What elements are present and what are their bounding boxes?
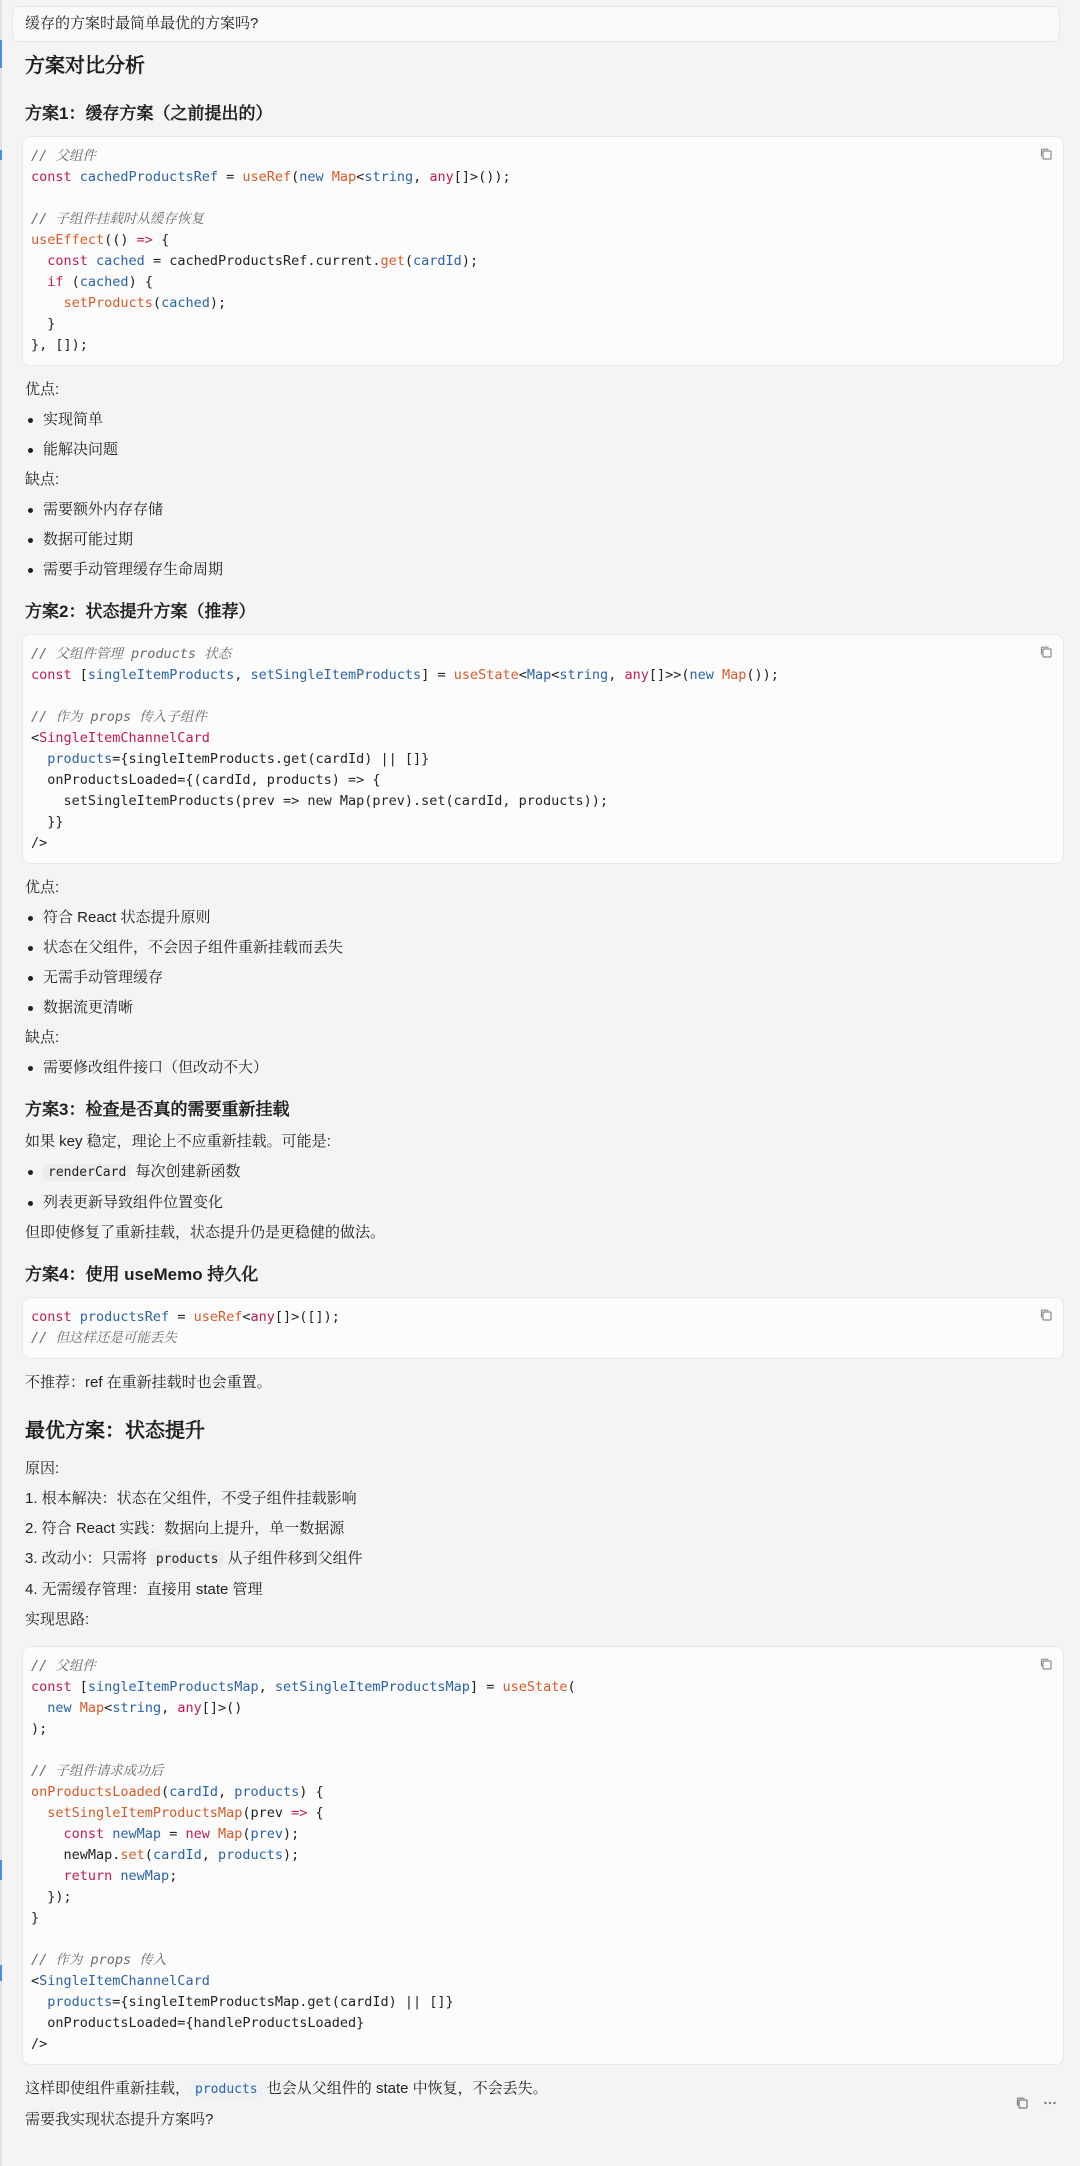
code-token: any — [429, 169, 454, 185]
code-token: []>()); — [453, 169, 511, 185]
code-line — [31, 749, 1055, 770]
code-line — [31, 230, 1055, 251]
code-token: < — [356, 169, 365, 185]
copy-icon[interactable] — [1015, 2096, 1029, 2110]
message-actions — [1015, 2096, 1057, 2110]
code-token: // 作为 props 传入子组件 — [31, 709, 207, 725]
code-token: string — [559, 667, 609, 683]
code-token: cardId — [413, 253, 462, 269]
code-token: ( — [152, 295, 162, 311]
code-line — [31, 1971, 1055, 1992]
code-token: < — [31, 1973, 40, 1989]
code-token: Map — [217, 1826, 243, 1842]
code-token: const — [31, 1309, 80, 1325]
code-line — [31, 1992, 1055, 2013]
code-token: (prev — [242, 1805, 292, 1821]
code-line — [31, 188, 1055, 209]
code-token: < — [551, 667, 560, 683]
code-token: new — [185, 1826, 218, 1842]
code-token: set — [120, 1847, 145, 1863]
code-token: (() — [104, 232, 137, 248]
code-line — [31, 1824, 1055, 1845]
code-body — [31, 1307, 1055, 1349]
code-token: cached — [161, 295, 210, 311]
code-line — [31, 665, 1055, 686]
code-token: , — [217, 1784, 235, 1800]
code-token: get — [380, 253, 405, 269]
list-item: 符合 React 状态提升原则 — [25, 908, 1065, 928]
code-token: }); — [31, 1889, 72, 1905]
code-token: ( — [71, 274, 80, 290]
code-token: useState — [502, 1679, 568, 1695]
code-line — [31, 1761, 1055, 1782]
code-token: => — [136, 232, 153, 248]
code-token: products — [31, 1994, 113, 2010]
code-token: []>>( — [648, 667, 690, 683]
code-token: ] = — [421, 667, 454, 683]
code-token: return — [31, 1868, 121, 1884]
followup-question: 需要我实现状态提升方案吗? — [25, 2111, 214, 2128]
copy-icon[interactable] — [1039, 645, 1053, 659]
code-token: ={singleItemProducts.get(cardId) || []} — [112, 751, 430, 767]
copy-icon[interactable] — [1039, 1308, 1053, 1322]
code-token: setSingleItemProducts — [250, 667, 422, 683]
code-line — [31, 1677, 1055, 1698]
pros-list — [25, 908, 1065, 1018]
code-line — [31, 644, 1055, 665]
reasons-label: 原因: — [25, 1460, 60, 1477]
code-body — [31, 644, 1055, 854]
code-block — [22, 1646, 1064, 2065]
code-token: // 父组件 — [31, 1658, 96, 1674]
code-token: ( — [161, 1784, 170, 1800]
code-token: SingleItemChannelCard — [39, 730, 210, 746]
code-token: => — [291, 1805, 308, 1821]
code-line — [31, 251, 1055, 272]
code-line — [31, 1698, 1055, 1719]
code-line — [31, 707, 1055, 728]
code-token: prev — [250, 1826, 284, 1842]
code-token: = — [217, 169, 243, 185]
code-line — [31, 686, 1055, 707]
code-token: }, []); — [31, 337, 88, 353]
code-token: [ — [79, 667, 88, 683]
final-text: 也会从父组件的 state 中恢复，不会丢失。 — [262, 2080, 548, 2097]
code-token: ()); — [746, 667, 779, 683]
code-line — [31, 1845, 1055, 1866]
pros-list — [25, 410, 1065, 460]
code-token: newMap — [120, 1868, 170, 1884]
code-token: ; — [169, 1868, 178, 1884]
list-item: 数据流更清晰 — [25, 998, 1065, 1018]
section-title: 方案对比分析 — [25, 55, 145, 77]
code-token: < — [104, 1700, 113, 1716]
list-item-text: 3. 改动小：只需将 — [25, 1550, 151, 1567]
code-token: const — [31, 253, 97, 269]
code-token: cardId — [169, 1784, 218, 1800]
inline-code: renderCard — [43, 1164, 131, 1181]
code-token: []>([]); — [274, 1309, 340, 1325]
code-block — [22, 136, 1064, 366]
edge-marker — [0, 40, 2, 68]
code-token: , — [201, 1847, 218, 1863]
solution3-conclusion: 但即使修复了重新挂载，状态提升仍是更稳健的做法。 — [25, 1224, 386, 1241]
code-token: cached — [79, 274, 129, 290]
code-token: cached — [96, 253, 145, 269]
code-line — [31, 1950, 1055, 1971]
list-item: 需要修改组件接口（但改动不大） — [25, 1058, 1065, 1078]
code-token: ( — [144, 1847, 153, 1863]
code-token: // 父组件管理 products 状态 — [31, 646, 232, 662]
code-line — [31, 1929, 1055, 1950]
solution4-note: 不推荐：ref 在重新挂载时也会重置。 — [25, 1374, 272, 1391]
code-token: // 子组件挂载时从缓存恢复 — [31, 211, 204, 227]
list-item: 能解决问题 — [25, 440, 1065, 460]
solution1-title: 方案1：缓存方案（之前提出的） — [25, 104, 273, 123]
code-line — [31, 1328, 1055, 1349]
solution2-title: 方案2：状态提升方案（推荐） — [25, 602, 256, 621]
code-token: ] = — [469, 1679, 503, 1695]
code-line — [31, 1887, 1055, 1908]
code-token: // 父组件 — [31, 148, 96, 164]
code-token: SingleItemChannelCard — [39, 1973, 210, 1989]
code-token: useEffect — [31, 232, 105, 248]
code-token: products — [234, 1784, 300, 1800]
code-token: setSingleItemProductsMap — [274, 1679, 470, 1695]
code-token: /> — [31, 835, 48, 851]
pros-label: 优点: — [25, 381, 60, 398]
code-line — [31, 209, 1055, 230]
code-token: < — [242, 1309, 251, 1325]
code-line — [31, 146, 1055, 167]
list-item: 实现简单 — [25, 410, 1065, 430]
code-line — [31, 272, 1055, 293]
edge-marker — [0, 1965, 2, 1981]
code-token: { — [152, 232, 170, 248]
code-line — [31, 1740, 1055, 1761]
code-token: any — [624, 667, 649, 683]
code-line — [31, 1307, 1055, 1328]
code-token: setProducts — [31, 295, 153, 311]
code-token: cardId — [152, 1847, 202, 1863]
code-token: cachedProductsRef — [79, 169, 218, 185]
code-line — [31, 167, 1055, 188]
final-text: 这样即使组件重新挂载， — [25, 2080, 191, 2097]
code-body — [31, 146, 1055, 356]
code-line — [31, 1782, 1055, 1803]
code-token: if — [31, 274, 72, 290]
cons-list — [25, 500, 1065, 580]
code-line — [31, 770, 1055, 791]
list-item-text: 每次创建新函数 — [131, 1163, 241, 1180]
code-token: , — [234, 667, 251, 683]
list-item: 无需手动管理缓存 — [25, 968, 1065, 988]
code-token: = — [169, 1309, 194, 1325]
list-item-text: 从子组件移到父组件 — [223, 1550, 363, 1567]
list-item: 4. 无需缓存管理：直接用 state 管理 — [25, 1581, 263, 1598]
code-token: ) { — [299, 1784, 324, 1800]
cons-label: 缺点: — [25, 1029, 60, 1046]
inline-code: products — [151, 1551, 224, 1568]
code-token: newMap — [112, 1826, 162, 1842]
final-note — [25, 2079, 1065, 2100]
code-token: ); — [209, 295, 227, 311]
code-line — [31, 728, 1055, 749]
code-token: const — [31, 169, 80, 185]
code-token: ( — [567, 1679, 576, 1695]
code-token: any — [250, 1309, 275, 1325]
list-item: 需要额外内存存储 — [25, 500, 1065, 520]
code-token: // 作为 props 传入 — [31, 1952, 167, 1968]
code-token: products — [217, 1847, 284, 1863]
code-token: }} — [31, 814, 64, 830]
code-token: useRef — [193, 1309, 243, 1325]
user-question: 缓存的方案时最简单最优的方案吗? — [12, 6, 1060, 42]
code-token: < — [518, 667, 527, 683]
code-token: ); — [283, 1847, 300, 1863]
code-token: products — [31, 751, 113, 767]
code-token: Map — [331, 169, 357, 185]
code-line — [31, 791, 1055, 812]
code-token: ); — [31, 1721, 48, 1737]
reason-list — [25, 1162, 1065, 1213]
list-item — [25, 1162, 1065, 1183]
more-options-icon[interactable] — [1043, 2096, 1057, 2110]
code-token: productsRef — [79, 1309, 170, 1325]
code-line — [31, 1656, 1055, 1677]
edge-line — [0, 0, 2, 2166]
reasons-list — [25, 1489, 1065, 1600]
best-title: 最优方案：状态提升 — [25, 1420, 205, 1442]
code-token: string — [364, 169, 414, 185]
list-item: 状态在父组件，不会因子组件重新挂载而丢失 — [25, 938, 1065, 958]
assistant-response — [25, 52, 1065, 2140]
code-token: const — [31, 1826, 113, 1842]
code-token: useState — [453, 667, 519, 683]
code-token: = — [161, 1826, 186, 1842]
code-body — [31, 1656, 1055, 2055]
code-token: , — [413, 169, 430, 185]
list-item: 1. 根本解决：状态在父组件，不受子组件挂载影响 — [25, 1490, 357, 1507]
code-token: newMap. — [31, 1847, 121, 1863]
code-token: ( — [242, 1826, 251, 1842]
list-item: 需要手动管理缓存生命周期 — [25, 560, 1065, 580]
code-token: const — [31, 667, 80, 683]
code-token: < — [31, 730, 40, 746]
code-token: singleItemProducts — [87, 667, 235, 683]
impl-label: 实现思路: — [25, 1611, 90, 1628]
code-line — [31, 1719, 1055, 1740]
edge-marker — [0, 150, 2, 160]
code-token: , — [161, 1700, 178, 1716]
code-line — [31, 314, 1055, 335]
list-item: 数据可能过期 — [25, 530, 1065, 550]
code-token: onProductsLoaded={(cardId, products) => { — [31, 772, 381, 788]
edge-marker — [0, 1860, 2, 1880]
code-token: const — [31, 1679, 80, 1695]
code-line — [31, 335, 1055, 356]
code-line — [31, 1803, 1055, 1824]
pros-label: 优点: — [25, 879, 60, 896]
code-token: string — [112, 1700, 162, 1716]
code-token: new — [299, 169, 332, 185]
code-line — [31, 2013, 1055, 2034]
code-token: ( — [404, 253, 414, 269]
code-token: ); — [283, 1826, 300, 1842]
code-token: new — [31, 1700, 80, 1716]
code-token: new — [689, 667, 722, 683]
code-token: ( — [291, 169, 300, 185]
solution3-title: 方案3：检查是否真的需要重新挂载 — [25, 1100, 290, 1119]
copy-icon[interactable] — [1039, 147, 1053, 161]
code-token: [ — [79, 1679, 88, 1695]
code-token: onProductsLoaded={handleProductsLoaded} — [31, 2015, 365, 2031]
code-token: // 但这样还是可能丢失 — [31, 1330, 177, 1346]
code-token: onProductsLoaded — [31, 1784, 162, 1800]
code-token: ={singleItemProductsMap.get(cardId) || []} — [112, 1994, 454, 2010]
code-token: , — [258, 1679, 275, 1695]
code-block — [22, 634, 1064, 864]
code-token: any — [177, 1700, 202, 1716]
code-token: /> — [31, 2036, 48, 2052]
code-line — [31, 2034, 1055, 2055]
code-token: Map — [526, 667, 552, 683]
code-token: Map — [79, 1700, 105, 1716]
list-item: 2. 符合 React 实践：数据向上提升，单一数据源 — [25, 1520, 345, 1537]
code-token: = cachedProductsRef.current. — [144, 253, 381, 269]
list-item — [25, 1549, 1065, 1570]
copy-icon[interactable] — [1039, 1657, 1053, 1671]
cons-list — [25, 1058, 1065, 1078]
code-block — [22, 1297, 1064, 1359]
code-token: []>() — [201, 1700, 243, 1716]
code-token: } — [31, 1910, 40, 1926]
list-item: 列表更新导致组件位置变化 — [25, 1193, 1065, 1213]
code-token: // 子组件请求成功后 — [31, 1763, 164, 1779]
code-token: , — [608, 667, 625, 683]
code-token: ) { — [128, 274, 153, 290]
code-token: ); — [461, 253, 479, 269]
code-line — [31, 293, 1055, 314]
inline-code: products — [190, 2081, 263, 2098]
code-token: setSingleItemProductsMap — [31, 1805, 243, 1821]
cons-label: 缺点: — [25, 471, 60, 488]
code-line — [31, 833, 1055, 854]
code-line — [31, 812, 1055, 833]
solution3-intro: 如果 key 稳定，理论上不应重新挂载。可能是: — [25, 1133, 331, 1150]
code-token: singleItemProductsMap — [87, 1679, 259, 1695]
code-token: useRef — [242, 169, 292, 185]
code-token: setSingleItemProducts(prev => new Map(prev).set(cardId, products)); — [31, 793, 609, 809]
code-token: { — [307, 1805, 324, 1821]
solution4-title: 方案4：使用 useMemo 持久化 — [25, 1265, 259, 1284]
code-line — [31, 1908, 1055, 1929]
code-line — [31, 1866, 1055, 1887]
code-token: Map — [722, 667, 747, 683]
code-token: } — [31, 316, 56, 332]
